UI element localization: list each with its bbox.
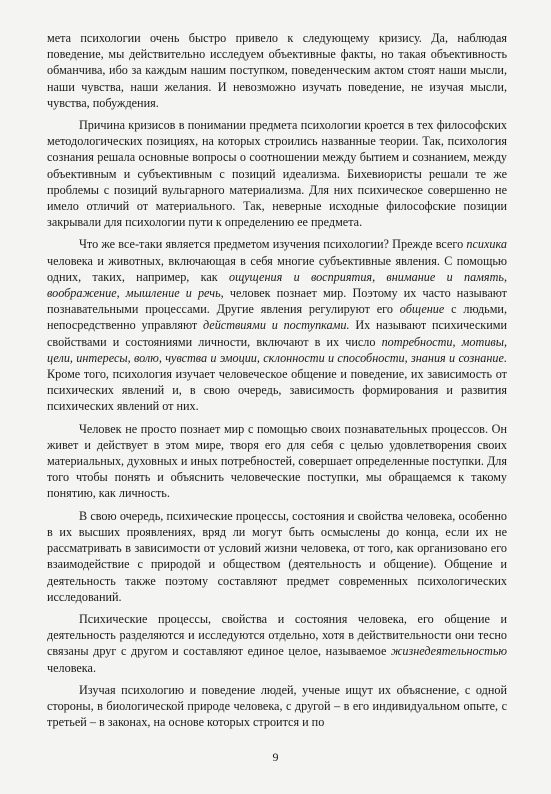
body-text: [47, 30, 507, 736]
paragraph: Психические процессы, свойства и состояния человека, его общение и деятельность разделяются и исследуются отдельно, хотя в действительности они тесно связаны друг с другом и составляют единое целое, называемое жизнедеятельностью человека.: [47, 611, 507, 675]
paragraph: мета психологии очень быстро привело к следующему кризису. Да, наблюдая поведение, мы действительно исследуем объективные факты, но такая объективность обманчива, ибо за каждым нашим поступком, поведенческим актом стоят наши мысли, наши чувства, наши желания. И невозможно изучать поведение, не изучая мысли, чувства, побуждения.: [47, 31, 507, 110]
paragraph: Человек не просто познает мир с помощью своих познавательных процессов. Он живет и действует в этом мире, творя его для себя с целью удовлетворения своих материальных, духовных и иных потребностей, совершает определенные поступки. Для того чтобы понять и объяснить человеческие поступки, мы обращаемся к такому понятию, как личность.: [47, 421, 507, 501]
paragraph: Причина кризисов в понимании предмета психологии кроется в тех философских методологических позициях, на которых строились названные теории. Так, психология сознания решала основные вопросы о соотношении между бытием и сознанием, между объективным и субъективным с позиций идеализма. Бихевиористы решали те же проблемы с позиций вульгарного материализма. Для них психическое совершенно не имело отличий от материального. Так, неверные исходные философские позиции закрывали для психологии пути к определению ее предмета.: [47, 118, 507, 230]
paragraph: Что же все-таки является предметом изучения психологии? Прежде всего психика человека и животных, включающая в себя многие субъективные явления. С помощью одних, таких, например, как ощущения и восприятия, внимание и память, воображение, мышление и речь, человек познает мир. Поэтому их часто называют познавательными процессами. Другие явления регулируют его общение с людьми, непосредственно управляют действиями и поступками. Их называют психическими свойствами и состояниями личности, включают в их число потребности, мотивы, цели, интересы, волю, чувства и эмоции, склонности и способности, знания и сознание. Кроме того, психология изучает человеческое общение и поведение, их зависимость от психических явлений и, в свою очередь, зависимость формирования и развития психических явлений от них.: [47, 237, 507, 414]
paragraph: В свою очередь, психические процессы, состояния и свойства человека, особенно в их высших проявлениях, вряд ли могут быть осмыслены до конца, если их не рассматривать в зависимости от условий жизни человека, от того, как организовано его взаимодействие с природой и обществом (деятельность и общение). Общение и деятельность также поэтому составляют предмет современных психологических исследований.: [47, 508, 507, 604]
page-number: 9: [272, 750, 279, 764]
paragraph: Изучая психологию и поведение людей, ученые ищут их объяснение, с одной стороны, в биологической природе человека, с другой – в его индивидуальном опыте, с третьей – в законах, на основе которых строится и по: [47, 682, 507, 730]
